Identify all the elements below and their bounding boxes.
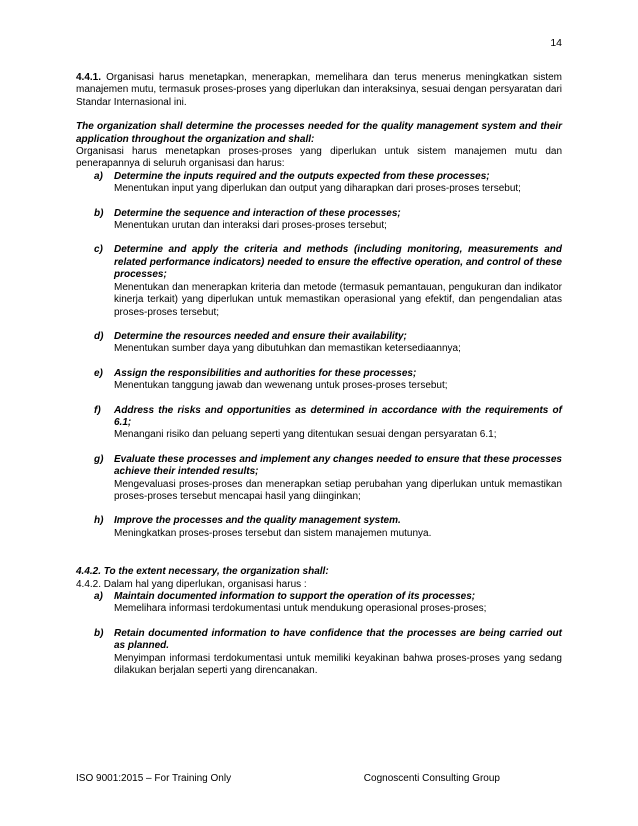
- item-id-text: Menyimpan informasi terdokumentasi untuk memiliki keyakinan bahwa proses-proses yang sedang dilakukan berjalan seperti yang direncanakan.: [114, 652, 562, 677]
- item-id-text: Menentukan dan menerapkan kriteria dan metode (termasuk pemantauan, pengukuran dan indikator kinerja terkait) yang diperlukan untuk memastikan operasional yang efektif, dan pengendalian atas proses-proses tersebut;: [114, 281, 562, 318]
- item-en-text: Determine the sequence and interaction of these processes;: [114, 207, 401, 219]
- list-item: [76, 405, 562, 442]
- section-442-en-heading: 4.4.2. To the extent necessary, the organization shall:: [76, 566, 329, 578]
- section-441-list: [76, 171, 562, 540]
- list-item: [76, 628, 562, 678]
- page-footer: [76, 773, 562, 784]
- item-id-text: Menentukan input yang diperlukan dan output yang diharapkan dari proses-proses tersebut;: [114, 183, 521, 195]
- section-441-en-heading: The organization shall determine the processes needed for the quality management system and their application throughout the organization and shall:: [76, 121, 562, 145]
- item-en-text: Maintain documented information to support the operation of its processes;: [114, 591, 476, 602]
- item-id-text: Menentukan tanggung jawab dan wewenang untuk proses-proses tersebut;: [114, 380, 448, 392]
- item-id-text: Meningkatkan proses-proses tersebut dan sistem manajemen mutunya.: [114, 527, 432, 539]
- item-marker: b): [94, 207, 104, 219]
- item-en-text: Determine and apply the criteria and methods (including monitoring, measurements and related performance indicators) needed to ensure the effective operation, and control of these processes;: [114, 244, 562, 281]
- item-marker: a): [94, 170, 103, 182]
- list-item: [76, 368, 562, 393]
- item-en-text: Determine the inputs required and the outputs expected from these processes;: [114, 170, 490, 182]
- item-en-text: Evaluate these processes and implement any changes needed to ensure that these processes achieve their intended results;: [114, 453, 562, 478]
- item-marker: e): [94, 367, 103, 379]
- footer-left: ISO 9001:2015 – For Training Only: [76, 773, 232, 784]
- item-marker: d): [94, 330, 104, 342]
- item-id-text: Memelihara informasi terdokumentasi untuk mendukung operasional proses-proses;: [114, 603, 487, 615]
- item-id-text: Mengevaluasi proses-proses dan menerapkan setiap perubahan yang diperlukan untuk memastikan proses-proses tersebut mencapai hasil yang diinginkan;: [114, 478, 562, 502]
- item-en-text: Improve the processes and the quality management system.: [114, 515, 401, 527]
- list-item: [76, 591, 562, 616]
- section-441-intro: [76, 72, 562, 109]
- section-442-id-heading: 4.4.2. Dalam hal yang diperlukan, organisasi harus :: [76, 578, 307, 590]
- item-marker: f): [94, 404, 101, 416]
- section-441-text: Organisasi harus menetapkan, menerapkan, memelihara dan terus menerus meningkatkan sistem manajemen mutu, termasuk proses-proses yang diperlukan dan interaksinya, sesuai dengan persyaratan dari Standar Internasional ini.: [76, 72, 562, 108]
- footer-right: Cognoscenti Consulting Group: [363, 773, 500, 784]
- list-item: [76, 515, 562, 540]
- item-en-text: Determine the resources needed and ensure their availability;: [114, 330, 407, 342]
- item-id-text: Menentukan sumber daya yang dibutuhkan dan memastikan ketersediaannya;: [114, 343, 461, 355]
- section-441-id-heading: Organisasi harus menetapkan proses-proses yang diperlukan untuk sistem manajemen mutu dan penerapannya di seluruh organisasi dan harus:: [76, 146, 562, 170]
- item-en-text: Assign the responsibilities and authorities for these processes;: [114, 367, 417, 379]
- item-marker: c): [94, 244, 103, 256]
- list-item: [76, 244, 562, 318]
- list-item: [76, 208, 562, 233]
- list-item: [76, 331, 562, 356]
- page-number: 14: [550, 37, 562, 49]
- page-content: [76, 72, 562, 677]
- item-en-text: Retain documented information to have confidence that the processes are being carried out as planned.: [114, 627, 562, 652]
- item-marker: h): [94, 515, 104, 527]
- section-441-number: 4.4.1.: [76, 72, 102, 83]
- item-id-text: Menentukan urutan dan interaksi dari proses-proses tersebut;: [114, 220, 387, 232]
- item-marker: g): [94, 453, 104, 465]
- item-en-text: Address the risks and opportunities as determined in accordance with the requirements of 6.1;: [114, 404, 562, 428]
- item-marker: b): [94, 627, 104, 639]
- list-item: [76, 171, 562, 196]
- item-id-text: Menangani risiko dan peluang seperti yang ditentukan sesuai dengan persyaratan 6.1;: [114, 429, 497, 441]
- item-marker: a): [94, 591, 103, 602]
- section-442-list: [76, 591, 562, 677]
- list-item: [76, 454, 562, 504]
